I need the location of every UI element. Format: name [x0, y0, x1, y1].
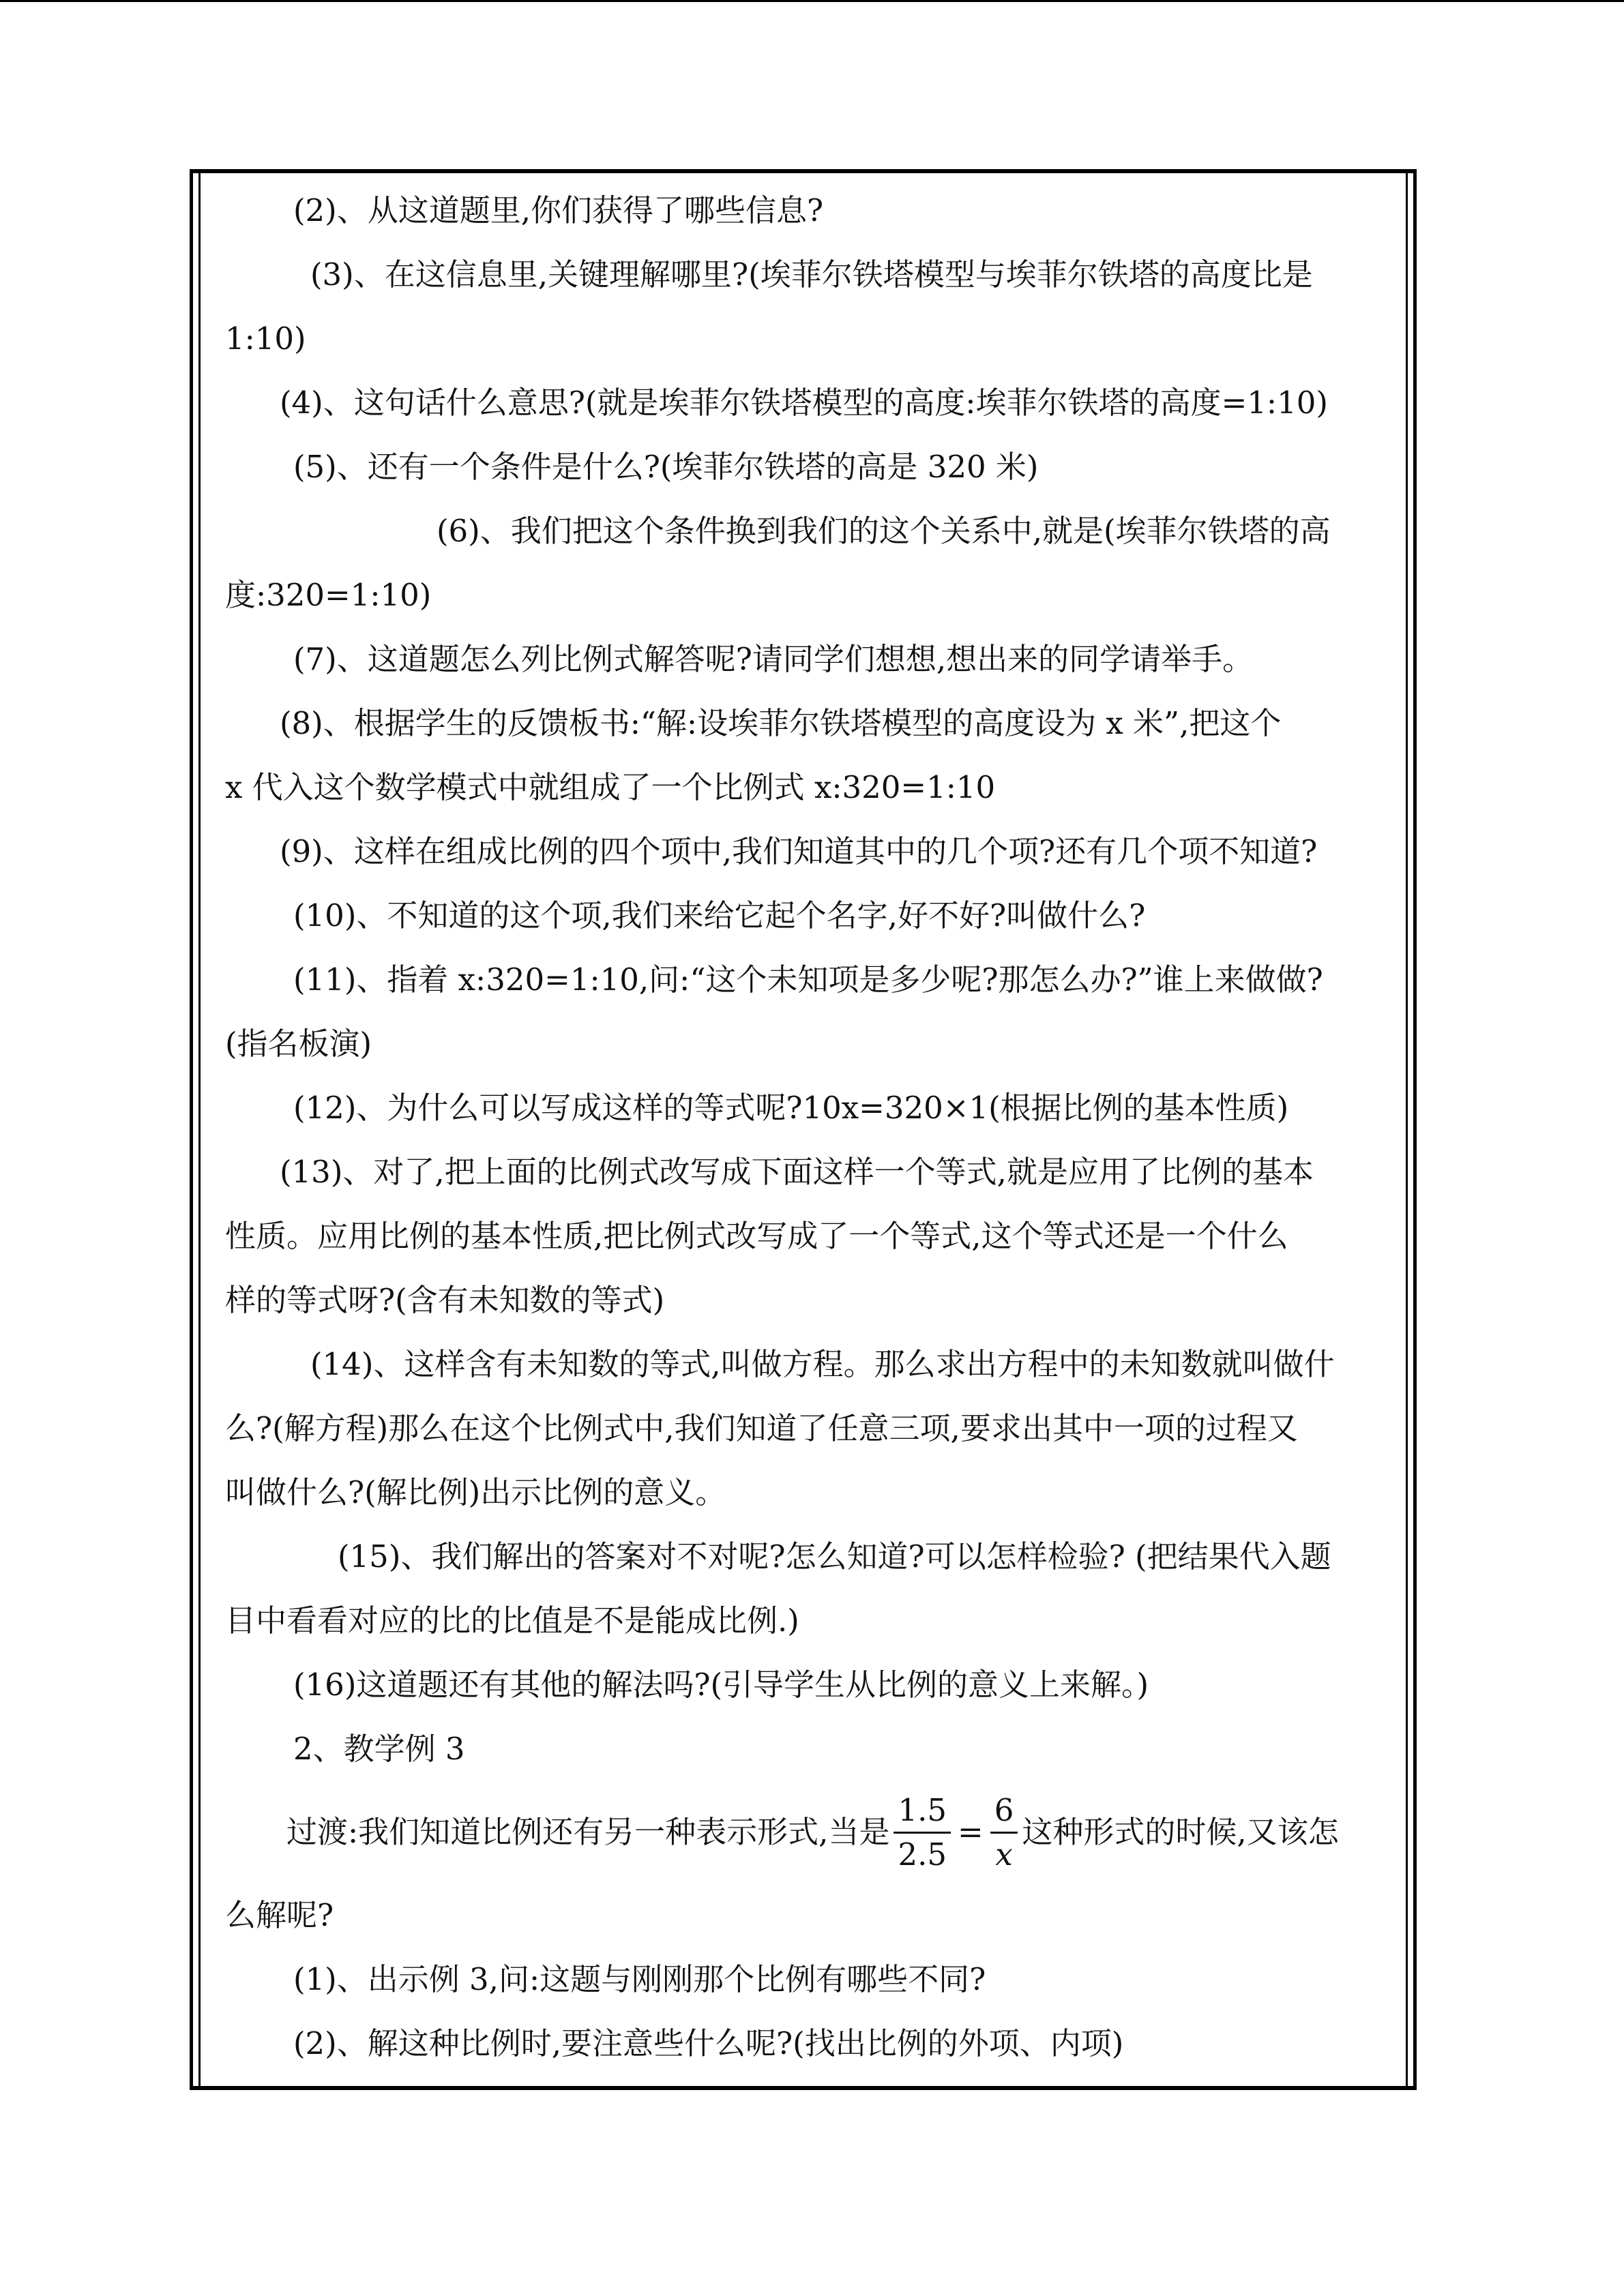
top-rule: [0, 0, 1624, 2]
text-line: (4)、这句话什么意思?(就是埃菲尔铁塔模型的高度:埃菲尔铁塔的高度=1:10): [280, 385, 1328, 421]
fraction-2-numerator: 6: [990, 1789, 1018, 1834]
text-line: 叫做什么?(解比例)出示比例的意义。: [225, 1474, 726, 1510]
text-line: (15)、我们解出的答案对不对呢?怎么知道?可以怎样检验? (把结果代入题: [338, 1538, 1331, 1575]
fraction-1-numerator: 1.5: [894, 1789, 951, 1834]
text-line: (9)、这样在组成比例的四个项中,我们知道其中的几个项?还有几个项不知道?: [280, 833, 1318, 869]
text-line: (2)、从这道题里,你们获得了哪些信息?: [293, 192, 824, 228]
equals-sign: =: [958, 1814, 984, 1850]
text-line: 样的等式呀?(含有未知数的等式): [225, 1282, 665, 1318]
text-line: (12)、为什么可以写成这样的等式呢?10x=320×1(根据比例的基本性质): [293, 1090, 1289, 1126]
transition-text-after: 这种形式的时候,又该怎: [1022, 1814, 1339, 1850]
text-line: 目中看看对应的比的比值是不是能成比例.): [225, 1602, 799, 1639]
text-line: (10)、不知道的这个项,我们来给它起个名字,好不好?叫做什么?: [293, 897, 1146, 934]
text-line: (2)、解这种比例时,要注意些什么呢?(找出比例的外项、内项): [293, 2025, 1124, 2061]
text-line: 么?(解方程)那么在这个比例式中,我们知道了任意三项,要求出其中一项的过程又: [225, 1410, 1298, 1446]
text-line: (13)、对了,把上面的比例式改写成下面这样一个等式,就是应用了比例的基本: [280, 1154, 1314, 1190]
text-line: (11)、指着 x:320=1:10,问:“这个未知项是多少呢?那怎么办?”谁上来做做?: [293, 961, 1323, 998]
text-line: 1:10): [225, 320, 306, 357]
text-line: (16)这道题还有其他的解法吗?(引导学生从比例的意义上来解。): [293, 1667, 1149, 1703]
text-line: (14)、这样含有未知数的等式,叫做方程。那么求出方程中的未知数就叫做什: [310, 1346, 1335, 1382]
transition-line: [225, 1781, 1398, 1883]
fraction-2-denominator: x: [995, 1836, 1013, 1873]
transition-text-before: 过渡:我们知道比例还有另一种表示形式,当是: [286, 1814, 890, 1850]
text-line: (指名板演): [225, 1026, 372, 1062]
document-body: [225, 179, 1398, 2076]
text-line: 性质。应用比例的基本性质,把比例式改写成了一个等式,这个等式还是一个什么: [225, 1218, 1288, 1254]
text-line: 么解呢?: [225, 1897, 334, 1933]
fraction-1: [894, 1789, 951, 1876]
text-line: (6)、我们把这个条件换到我们的这个关系中,就是(埃菲尔铁塔的高: [437, 513, 1331, 549]
text-line: 度:320=1:10): [225, 577, 432, 613]
text-line: (5)、还有一个条件是什么?(埃菲尔铁塔的高是 320 米): [293, 449, 1039, 485]
fraction-1-denominator: 2.5: [898, 1836, 947, 1873]
fraction-2: [990, 1789, 1018, 1876]
text-line: (8)、根据学生的反馈板书:“解:设埃菲尔铁塔模型的高度设为 x 米”,把这个: [280, 705, 1282, 741]
text-line: (7)、这道题怎么列比例式解答呢?请同学们想想,想出来的同学请举手。: [293, 641, 1254, 677]
text-line: 2、教学例 3: [293, 1731, 465, 1767]
text-line: (1)、出示例 3,问:这题与刚刚那个比例有哪些不同?: [293, 1961, 986, 1997]
text-line: (3)、在这信息里,关键理解哪里?(埃菲尔铁塔模型与埃菲尔铁塔的高度比是: [310, 256, 1313, 293]
text-line: x 代入这个数学模式中就组成了一个比例式 x:320=1:10: [225, 769, 996, 805]
